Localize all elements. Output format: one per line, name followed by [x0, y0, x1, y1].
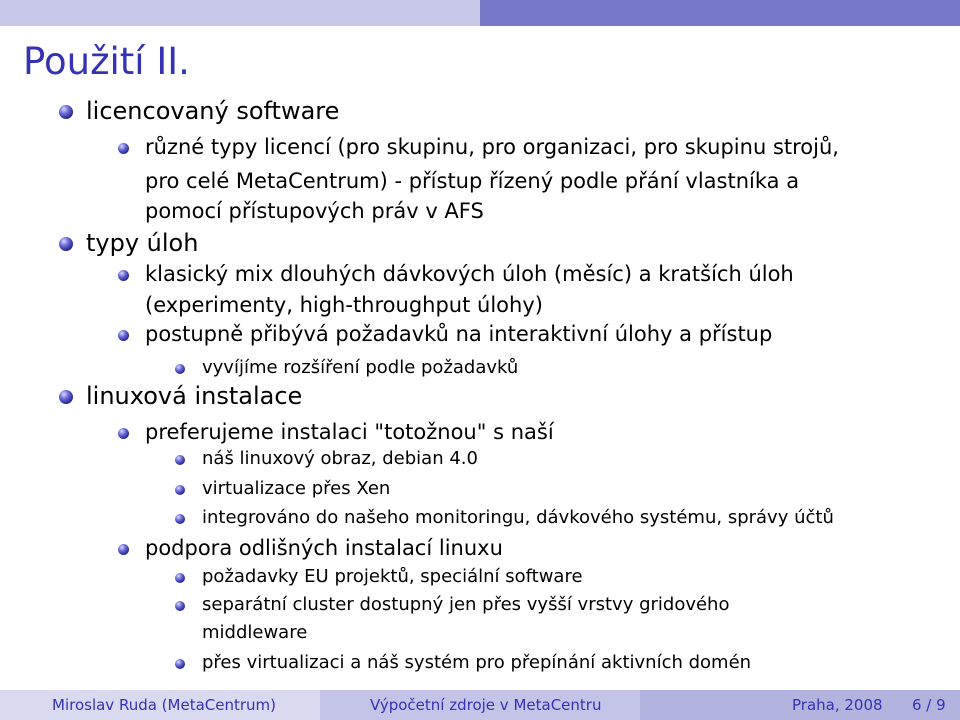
header-strip-right — [480, 0, 960, 26]
bullet-text-level-3: integrováno do našeho monitoringu, dávkového systému, správy účtů — [202, 507, 834, 528]
bullet-text-level-2: klasický mix dlouhých dávkových úloh (měsíc) a kratších úloh — [145, 262, 794, 286]
bullet-text-level-2: postupně přibývá požadavků na interaktivní úlohy a přístup — [145, 322, 773, 346]
bullet-text-level-2: (experimenty, high-throughput úlohy) — [145, 293, 543, 317]
bullet-text-level-3: požadavky EU projektů, speciální software — [202, 566, 583, 587]
bullet-text-level-3: virtualizace přes Xen — [202, 478, 391, 499]
bullet-text-level-3: vyvíjíme rozšíření podle požadavků — [202, 357, 519, 378]
bullet-text-level-1: typy úloh — [86, 229, 199, 257]
bullet-text-level-3: náš linuxový obraz, debian 4.0 — [202, 448, 478, 469]
bullet-ball-icon — [175, 573, 185, 583]
bullet-ball-icon — [175, 485, 185, 495]
bullet-ball-icon — [118, 143, 129, 154]
bullet-ball-icon — [175, 514, 185, 524]
bullet-text-level-2: podpora odlišných instalací linuxu — [145, 536, 503, 560]
bullet-ball-icon — [118, 544, 129, 555]
footer-talk-title: Výpočetní zdroje v MetaCentru — [370, 696, 602, 714]
bullet-ball-icon — [59, 390, 73, 404]
bullet-ball-icon — [118, 270, 129, 281]
footer-page-number[interactable]: 6 / 9 — [912, 696, 946, 714]
bullet-text-level-3: middleware — [202, 622, 308, 643]
bullet-text-level-2: preferujeme instalaci "totožnou" s naší — [145, 420, 554, 444]
bullet-text-level-2: pro celé MetaCentrum) - přístup řízený podle přání vlastníka a — [145, 169, 800, 193]
header-navigation-strip — [0, 0, 960, 26]
footer-author-cell — [0, 690, 320, 720]
bullet-ball-icon — [175, 455, 185, 465]
bullet-ball-icon — [59, 105, 73, 119]
bullet-text-level-2: pomocí přístupových práv v AFS — [145, 199, 484, 223]
header-strip-left — [0, 0, 480, 26]
bullet-text-level-3: přes virtualizaci a náš systém pro přepínání aktivních domén — [202, 652, 752, 673]
bullet-ball-icon — [118, 330, 129, 341]
bullet-ball-icon — [59, 237, 73, 251]
bullet-ball-icon — [175, 601, 185, 611]
bullet-text-level-1: linuxová instalace — [86, 382, 303, 410]
footer-place-date: Praha, 2008 — [792, 696, 883, 714]
bullet-text-level-3: separátní cluster dostupný jen přes vyšší vrstvy gridového — [202, 594, 730, 615]
footer-author: Miroslav Ruda (MetaCentrum) — [52, 696, 277, 714]
footer-meta-cell — [640, 690, 960, 720]
footer-title-cell — [320, 690, 640, 720]
slide-title: Použití II. — [23, 40, 190, 83]
footer-bar — [0, 690, 960, 720]
bullet-ball-icon — [175, 659, 185, 669]
bullet-text-level-2: různé typy licencí (pro skupinu, pro organizaci, pro skupinu strojů, — [145, 135, 839, 159]
bullet-ball-icon — [175, 364, 185, 374]
bullet-text-level-1: licencovaný software — [86, 97, 340, 125]
bullet-ball-icon — [118, 428, 129, 439]
